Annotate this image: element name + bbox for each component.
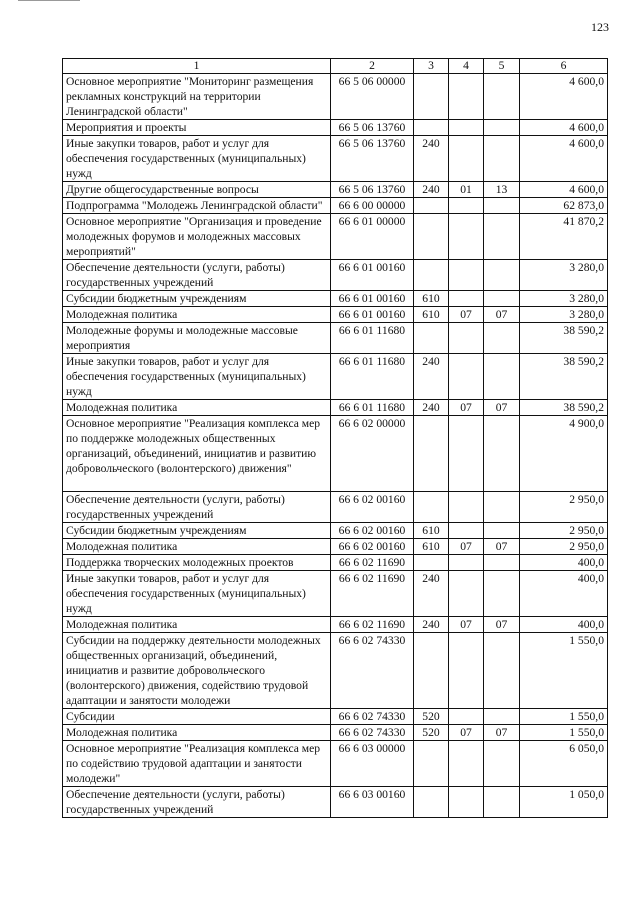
row-code-cell: 66 6 01 11680 (331, 323, 414, 354)
row-subsection-cell (484, 633, 520, 709)
row-section-cell (449, 291, 484, 307)
row-expense-type-cell: 240 (414, 400, 449, 416)
row-code-cell: 66 6 03 00160 (331, 787, 414, 818)
row-expense-type-cell (414, 633, 449, 709)
row-section-cell (449, 198, 484, 214)
row-amount-cell: 41 870,2 (520, 214, 608, 260)
row-code-cell: 66 6 02 74330 (331, 633, 414, 709)
row-expense-type-cell: 240 (414, 354, 449, 400)
row-amount-cell: 3 280,0 (520, 307, 608, 323)
table-row (63, 741, 608, 787)
row-subsection-cell (484, 74, 520, 120)
row-subsection-cell (484, 120, 520, 136)
table-row (63, 198, 608, 214)
row-section-cell: 07 (449, 617, 484, 633)
table-body (63, 74, 608, 818)
row-subsection-cell: 07 (484, 617, 520, 633)
row-subsection-cell (484, 709, 520, 725)
row-name-cell: Субсидии (63, 709, 331, 725)
table-row (63, 354, 608, 400)
row-amount-cell: 1 550,0 (520, 709, 608, 725)
table-row (63, 214, 608, 260)
row-section-cell (449, 74, 484, 120)
row-section-cell (449, 633, 484, 709)
row-section-cell: 07 (449, 725, 484, 741)
row-amount-cell: 400,0 (520, 617, 608, 633)
row-section-cell: 07 (449, 400, 484, 416)
table-row (63, 74, 608, 120)
row-expense-type-cell: 240 (414, 617, 449, 633)
row-amount-cell: 400,0 (520, 555, 608, 571)
row-amount-cell: 4 600,0 (520, 182, 608, 198)
row-name-cell: Субсидии бюджетным учреждениям (63, 291, 331, 307)
table-row (63, 633, 608, 709)
row-name-cell: Основное мероприятие "Реализация комплекса мер по содействию трудовой адаптации и занятости молодежи" (63, 741, 331, 787)
row-code-cell: 66 5 06 13760 (331, 136, 414, 182)
row-name-cell: Субсидии бюджетным учреждениям (63, 523, 331, 539)
row-expense-type-cell: 240 (414, 571, 449, 617)
row-name-cell: Иные закупки товаров, работ и услуг для обеспечения государственных (муниципальных) нужд (63, 571, 331, 617)
row-amount-cell: 2 950,0 (520, 523, 608, 539)
row-subsection-cell (484, 198, 520, 214)
row-section-cell: 01 (449, 182, 484, 198)
row-expense-type-cell (414, 198, 449, 214)
row-amount-cell: 2 950,0 (520, 539, 608, 555)
row-subsection-cell (484, 523, 520, 539)
row-name-cell: Молодежная политика (63, 307, 331, 323)
row-subsection-cell (484, 571, 520, 617)
row-amount-cell: 1 050,0 (520, 787, 608, 818)
row-subsection-cell (484, 323, 520, 354)
row-expense-type-cell: 240 (414, 136, 449, 182)
column-header-2: 2 (331, 59, 414, 74)
row-subsection-cell (484, 741, 520, 787)
table-row (63, 787, 608, 818)
row-code-cell: 66 6 02 00160 (331, 539, 414, 555)
row-code-cell: 66 6 00 00000 (331, 198, 414, 214)
row-code-cell: 66 6 01 00160 (331, 291, 414, 307)
row-section-cell (449, 260, 484, 291)
table-row (63, 182, 608, 198)
table-row (63, 523, 608, 539)
row-code-cell: 66 6 02 11690 (331, 617, 414, 633)
row-code-cell: 66 6 01 11680 (331, 400, 414, 416)
row-expense-type-cell (414, 492, 449, 523)
row-code-cell: 66 5 06 13760 (331, 182, 414, 198)
budget-table (62, 58, 608, 818)
row-name-cell: Молодежная политика (63, 400, 331, 416)
table-row (63, 725, 608, 741)
row-code-cell: 66 6 02 00160 (331, 492, 414, 523)
row-name-cell: Обеспечение деятельности (услуги, работы) государственных учреждений (63, 787, 331, 818)
row-code-cell: 66 6 02 74330 (331, 725, 414, 741)
table-row (63, 323, 608, 354)
row-subsection-cell (484, 291, 520, 307)
row-amount-cell: 6 050,0 (520, 741, 608, 787)
row-name-cell: Молодежная политика (63, 539, 331, 555)
row-amount-cell: 2 950,0 (520, 492, 608, 523)
row-name-cell: Мероприятия и проекты (63, 120, 331, 136)
row-code-cell: 66 6 01 11680 (331, 354, 414, 400)
row-amount-cell: 4 600,0 (520, 74, 608, 120)
row-code-cell: 66 6 01 00160 (331, 260, 414, 291)
row-amount-cell: 38 590,2 (520, 354, 608, 400)
row-section-cell (449, 523, 484, 539)
row-section-cell (449, 416, 484, 492)
row-code-cell: 66 5 06 13760 (331, 120, 414, 136)
row-amount-cell: 1 550,0 (520, 725, 608, 741)
table-row (63, 260, 608, 291)
row-subsection-cell: 07 (484, 400, 520, 416)
row-expense-type-cell: 240 (414, 182, 449, 198)
row-subsection-cell (484, 354, 520, 400)
row-section-cell: 07 (449, 307, 484, 323)
row-amount-cell: 4 600,0 (520, 136, 608, 182)
row-expense-type-cell (414, 555, 449, 571)
row-expense-type-cell (414, 214, 449, 260)
row-expense-type-cell (414, 260, 449, 291)
row-name-cell: Основное мероприятие "Мониторинг размещения рекламных конструкций на территории Ленинградской области" (63, 74, 331, 120)
row-subsection-cell (484, 214, 520, 260)
row-amount-cell: 38 590,2 (520, 323, 608, 354)
row-expense-type-cell: 520 (414, 725, 449, 741)
table-row (63, 555, 608, 571)
table-row (63, 307, 608, 323)
row-expense-type-cell: 610 (414, 523, 449, 539)
row-name-cell: Основное мероприятие "Реализация комплекса мер по поддержке молодежных общественных организаций, объединений, инициатив и развитию добровольческого (волонтерского) движения" (63, 416, 331, 492)
row-subsection-cell (484, 260, 520, 291)
row-name-cell: Другие общегосударственные вопросы (63, 182, 331, 198)
row-amount-cell: 38 590,2 (520, 400, 608, 416)
row-subsection-cell (484, 136, 520, 182)
table-header-row (63, 59, 608, 74)
row-amount-cell: 4 900,0 (520, 416, 608, 492)
table-row (63, 539, 608, 555)
row-code-cell: 66 5 06 00000 (331, 74, 414, 120)
table-row (63, 709, 608, 725)
table-row (63, 136, 608, 182)
row-amount-cell: 4 600,0 (520, 120, 608, 136)
scan-edge-line (18, 0, 80, 1)
row-expense-type-cell (414, 787, 449, 818)
row-expense-type-cell (414, 741, 449, 787)
row-amount-cell: 1 550,0 (520, 633, 608, 709)
row-expense-type-cell: 610 (414, 291, 449, 307)
table-row (63, 291, 608, 307)
row-section-cell (449, 555, 484, 571)
row-amount-cell: 62 873,0 (520, 198, 608, 214)
row-code-cell: 66 6 02 11690 (331, 571, 414, 617)
row-code-cell: 66 6 01 00000 (331, 214, 414, 260)
row-expense-type-cell (414, 323, 449, 354)
row-expense-type-cell (414, 120, 449, 136)
row-section-cell (449, 354, 484, 400)
row-subsection-cell: 13 (484, 182, 520, 198)
row-name-cell: Молодежные форумы и молодежные массовые мероприятия (63, 323, 331, 354)
row-name-cell: Субсидии на поддержку деятельности молодежных общественных организаций, объединений, инициатив и развитие добровольческого (волонтерского) движения, содействию трудовой адаптации и занятости молодежи (63, 633, 331, 709)
row-name-cell: Обеспечение деятельности (услуги, работы) государственных учреждений (63, 260, 331, 291)
row-name-cell: Молодежная политика (63, 617, 331, 633)
table-row (63, 400, 608, 416)
row-section-cell (449, 323, 484, 354)
row-name-cell: Иные закупки товаров, работ и услуг для обеспечения государственных (муниципальных) нужд (63, 136, 331, 182)
table-row (63, 617, 608, 633)
row-amount-cell: 3 280,0 (520, 291, 608, 307)
row-subsection-cell (484, 787, 520, 818)
row-expense-type-cell: 610 (414, 307, 449, 323)
table-row (63, 416, 608, 492)
row-name-cell: Основное мероприятие "Организация и проведение молодежных форумов и молодежных массовых мероприятий" (63, 214, 331, 260)
row-code-cell: 66 6 02 00160 (331, 523, 414, 539)
row-expense-type-cell: 610 (414, 539, 449, 555)
row-name-cell: Обеспечение деятельности (услуги, работы) государственных учреждений (63, 492, 331, 523)
row-section-cell (449, 571, 484, 617)
row-code-cell: 66 6 03 00000 (331, 741, 414, 787)
row-section-cell (449, 709, 484, 725)
row-code-cell: 66 6 02 74330 (331, 709, 414, 725)
row-code-cell: 66 6 02 00000 (331, 416, 414, 492)
row-section-cell: 07 (449, 539, 484, 555)
row-subsection-cell (484, 555, 520, 571)
row-subsection-cell (484, 492, 520, 523)
row-subsection-cell: 07 (484, 725, 520, 741)
row-code-cell: 66 6 02 11690 (331, 555, 414, 571)
row-code-cell: 66 6 01 00160 (331, 307, 414, 323)
row-section-cell (449, 136, 484, 182)
row-subsection-cell (484, 416, 520, 492)
column-header-1: 1 (63, 59, 331, 74)
row-section-cell (449, 741, 484, 787)
row-subsection-cell: 07 (484, 307, 520, 323)
row-name-cell: Иные закупки товаров, работ и услуг для обеспечения государственных (муниципальных) нужд (63, 354, 331, 400)
row-amount-cell: 400,0 (520, 571, 608, 617)
table-row (63, 120, 608, 136)
row-section-cell (449, 787, 484, 818)
column-header-6: 6 (520, 59, 608, 74)
row-name-cell: Поддержка творческих молодежных проектов (63, 555, 331, 571)
row-amount-cell: 3 280,0 (520, 260, 608, 291)
table-row (63, 492, 608, 523)
table-row (63, 571, 608, 617)
column-header-4: 4 (449, 59, 484, 74)
row-section-cell (449, 214, 484, 260)
row-section-cell (449, 492, 484, 523)
row-name-cell: Молодежная политика (63, 725, 331, 741)
column-header-5: 5 (484, 59, 520, 74)
row-subsection-cell: 07 (484, 539, 520, 555)
page-number: 123 (591, 20, 609, 34)
row-name-cell: Подпрограмма "Молодежь Ленинградской области" (63, 198, 331, 214)
row-expense-type-cell (414, 74, 449, 120)
column-header-3: 3 (414, 59, 449, 74)
row-section-cell (449, 120, 484, 136)
row-expense-type-cell (414, 416, 449, 492)
row-expense-type-cell: 520 (414, 709, 449, 725)
